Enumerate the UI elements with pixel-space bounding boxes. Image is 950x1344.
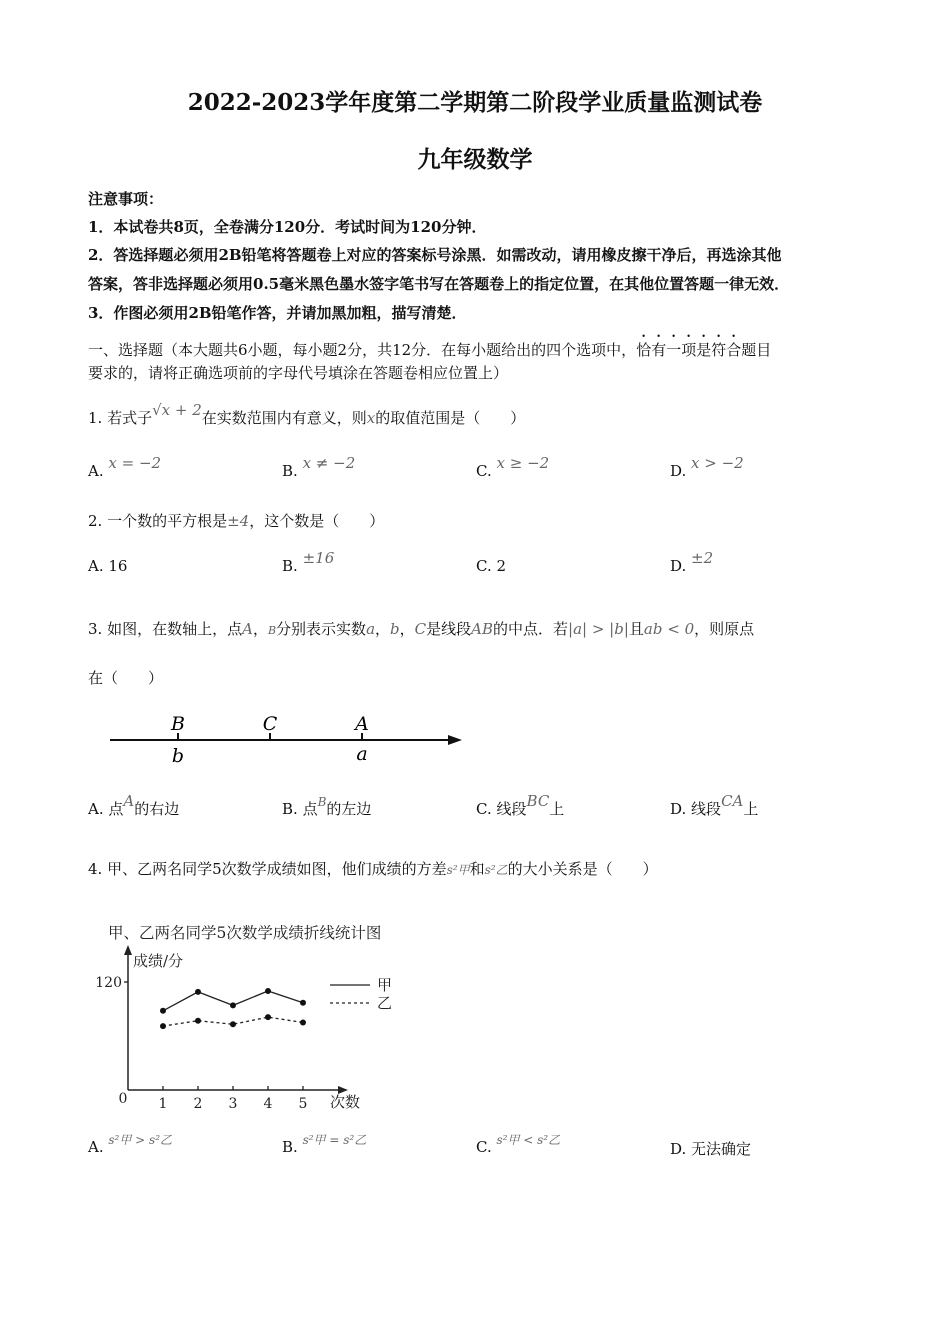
q3-condition: |a| > |b| — [568, 620, 629, 638]
q4-text: 和 — [469, 860, 485, 878]
option-label: D. — [670, 800, 687, 818]
option-label: B. — [282, 557, 298, 575]
q3-option-c[interactable] — [476, 792, 565, 819]
q3-text: ，则原点 — [694, 620, 755, 638]
option-label: B. — [282, 1138, 298, 1156]
q3-condition: ab < 0 — [643, 620, 695, 638]
note-item: 答案，答非选择题必须用0.5毫米黑色墨水签字笔书写在答题卷上的指定位置，在其他位置答题一律无效． — [88, 275, 790, 293]
option-label: D. — [670, 557, 687, 575]
option-label: C. — [476, 462, 492, 480]
q3-var-a: a — [366, 620, 376, 638]
label-point-b: B — [171, 713, 185, 735]
section-text: 一、选择题（本大题共6小题，每小题2分，共12分．在每小题给出的四个选项中， — [88, 341, 637, 359]
q1-text: 在实数范围内有意义，则 — [201, 409, 367, 427]
option-text: 无法确定 — [691, 1140, 752, 1158]
x-tick-label: 1 — [158, 1096, 168, 1112]
data-point-jia — [195, 989, 201, 995]
label-point-c: C — [262, 713, 278, 735]
note-item: 2．答选择题必须用2B铅笔将答题卷上对应的答案标号涂黑．如需改动，请用橡皮擦干净后，再选涂其他 — [88, 246, 782, 264]
notes-heading: 注意事项： — [88, 190, 164, 208]
label-value-a: a — [356, 743, 368, 765]
line-chart — [90, 915, 430, 1120]
q4-variance-yi: s²乙 — [484, 863, 508, 877]
q4-text: 的大小关系是（ ） — [507, 860, 658, 878]
data-point-jia — [160, 1008, 166, 1014]
question-1 — [88, 401, 526, 428]
option-label: D. — [670, 462, 687, 480]
option-text: 点 — [302, 800, 318, 818]
chart-origin-label: 0 — [118, 1091, 128, 1107]
q1-option-a[interactable] — [88, 454, 162, 480]
q4-option-c[interactable] — [476, 1133, 561, 1156]
option-math: x > −2 — [691, 454, 744, 472]
q2-option-d[interactable] — [670, 549, 714, 575]
section-text: 题目 — [741, 341, 772, 359]
option-text: 点 — [108, 800, 124, 818]
q3-text: ， — [252, 620, 268, 638]
number-line-figure — [100, 708, 480, 770]
option-label: A. — [88, 557, 104, 575]
data-point-yi — [230, 1021, 236, 1027]
q2-option-b[interactable] — [282, 549, 335, 575]
legend-label-jia: 甲 — [377, 976, 393, 994]
q2-value: ±4 — [227, 512, 250, 530]
option-label: B. — [282, 800, 298, 818]
option-label: B. — [282, 462, 298, 480]
option-text: 线段 — [496, 800, 527, 818]
question-3-line2: 在（ ） — [88, 669, 164, 687]
option-label: A. — [88, 462, 104, 480]
option-text: 的左边 — [326, 800, 372, 818]
data-point-yi — [195, 1018, 201, 1024]
q3-text: ， — [399, 620, 415, 638]
q3-option-b[interactable] — [282, 795, 372, 819]
x-tick-label: 3 — [228, 1096, 238, 1112]
option-label: C. — [476, 1138, 492, 1156]
question-4 — [88, 858, 658, 879]
q1-radical: √x + 2 — [152, 401, 202, 419]
question-3 — [88, 618, 754, 639]
option-text: 16 — [108, 557, 128, 575]
q3-text: 且 — [628, 620, 644, 638]
q2-text: 2. 一个数的平方根是 — [88, 512, 228, 530]
label-point-a: A — [355, 713, 369, 735]
q3-point-a: A — [242, 620, 253, 638]
option-text: 2 — [496, 557, 507, 575]
chart-xlabel: 次数 — [330, 1093, 361, 1111]
q4-variance-jia: s²甲 — [446, 863, 470, 877]
option-math: ±16 — [302, 549, 335, 567]
y-tick-label: 120 — [95, 975, 122, 991]
option-math: x = −2 — [108, 454, 162, 472]
q3-text: 3. 如图，在数轴上，点 — [88, 620, 243, 638]
chart-ylabel: 成绩/分 — [133, 952, 184, 970]
section-instructions-line2: 要求的，请将正确选项前的字母代号填涂在答题卷相应位置上） — [88, 364, 509, 382]
q4-option-a[interactable] — [88, 1133, 173, 1156]
q3-point-b: B — [267, 624, 277, 637]
option-math: CA — [721, 792, 744, 810]
option-math: s²甲 > s²乙 — [108, 1133, 173, 1147]
exam-subtitle: 九年级数学 — [417, 146, 533, 173]
option-label: C. — [476, 800, 492, 818]
data-point-yi — [265, 1014, 271, 1020]
axis-arrow-icon — [448, 735, 462, 745]
data-point-jia — [265, 988, 271, 994]
option-math: x ≠ −2 — [302, 454, 356, 472]
data-point-jia — [230, 1002, 236, 1008]
q3-var-b: b — [390, 620, 400, 638]
chart-title: 甲、乙两名同学5次数学成绩折线统计图 — [108, 924, 382, 942]
option-text: 上 — [743, 800, 759, 818]
option-math: ±2 — [691, 549, 714, 567]
question-2 — [88, 510, 384, 531]
q3-text: 的中点．若 — [493, 620, 569, 638]
x-tick-label: 5 — [298, 1096, 308, 1112]
q1-option-d[interactable] — [670, 454, 744, 480]
q4-text: 4. 甲、乙两名同学5次数学成绩如图，他们成绩的方差 — [88, 860, 447, 878]
note-item: 1．本试卷共8页，全卷满分120分．考试时间为120分钟． — [88, 218, 487, 236]
q1-text: 的取值范围是（ ） — [375, 409, 526, 427]
q2-option-a[interactable] — [88, 557, 127, 575]
q1-option-c[interactable] — [476, 454, 550, 480]
option-label: A. — [88, 1138, 104, 1156]
data-point-yi — [300, 1020, 306, 1026]
q1-option-b[interactable] — [282, 454, 356, 480]
q3-segment-ab: AB — [471, 620, 494, 638]
x-tick-label: 2 — [193, 1096, 203, 1112]
q1-text: 1. 若式子 — [88, 409, 153, 427]
note-item: 3．作图必须用2B铅笔作答，并请加黑加粗，描写清楚． — [88, 304, 467, 322]
option-math: s²甲 = s²乙 — [302, 1133, 367, 1147]
exam-title: 2022-2023学年度第二学期第二阶段学业质量监测试卷 — [187, 89, 763, 116]
y-axis-arrow-icon — [124, 945, 132, 955]
q3-option-a[interactable] — [88, 792, 180, 819]
section-emphasis: 恰有一项是符合 — [636, 341, 742, 359]
q3-point-c: C — [414, 620, 427, 638]
legend-label-yi: 乙 — [377, 994, 393, 1012]
option-text: 线段 — [691, 800, 722, 818]
q1-variable: x — [366, 409, 376, 427]
q2-text: ，这个数是（ ） — [249, 512, 385, 530]
option-math: BC — [526, 792, 550, 810]
option-label: C. — [476, 557, 492, 575]
option-math: s²甲 < s²乙 — [496, 1133, 561, 1147]
option-label: D. — [670, 1140, 687, 1158]
data-point-yi — [160, 1023, 166, 1029]
q3-text: ， — [375, 620, 391, 638]
section-instructions — [88, 332, 771, 360]
label-value-b: b — [171, 745, 185, 767]
data-point-jia — [300, 1000, 306, 1006]
q3-option-d[interactable] — [670, 792, 759, 819]
q4-option-b[interactable] — [282, 1133, 367, 1156]
option-math: A — [123, 792, 135, 810]
option-text: 上 — [549, 800, 565, 818]
q4-option-d[interactable] — [670, 1138, 751, 1159]
option-text: 的右边 — [134, 800, 180, 818]
option-math: x ≥ −2 — [496, 454, 550, 472]
x-tick-label: 4 — [263, 1096, 273, 1112]
q2-option-c[interactable] — [476, 557, 506, 575]
option-math: B — [317, 795, 327, 809]
q3-text: 分别表示实数 — [276, 620, 367, 638]
q3-text: 是线段 — [426, 620, 472, 638]
option-label: A. — [88, 800, 104, 818]
